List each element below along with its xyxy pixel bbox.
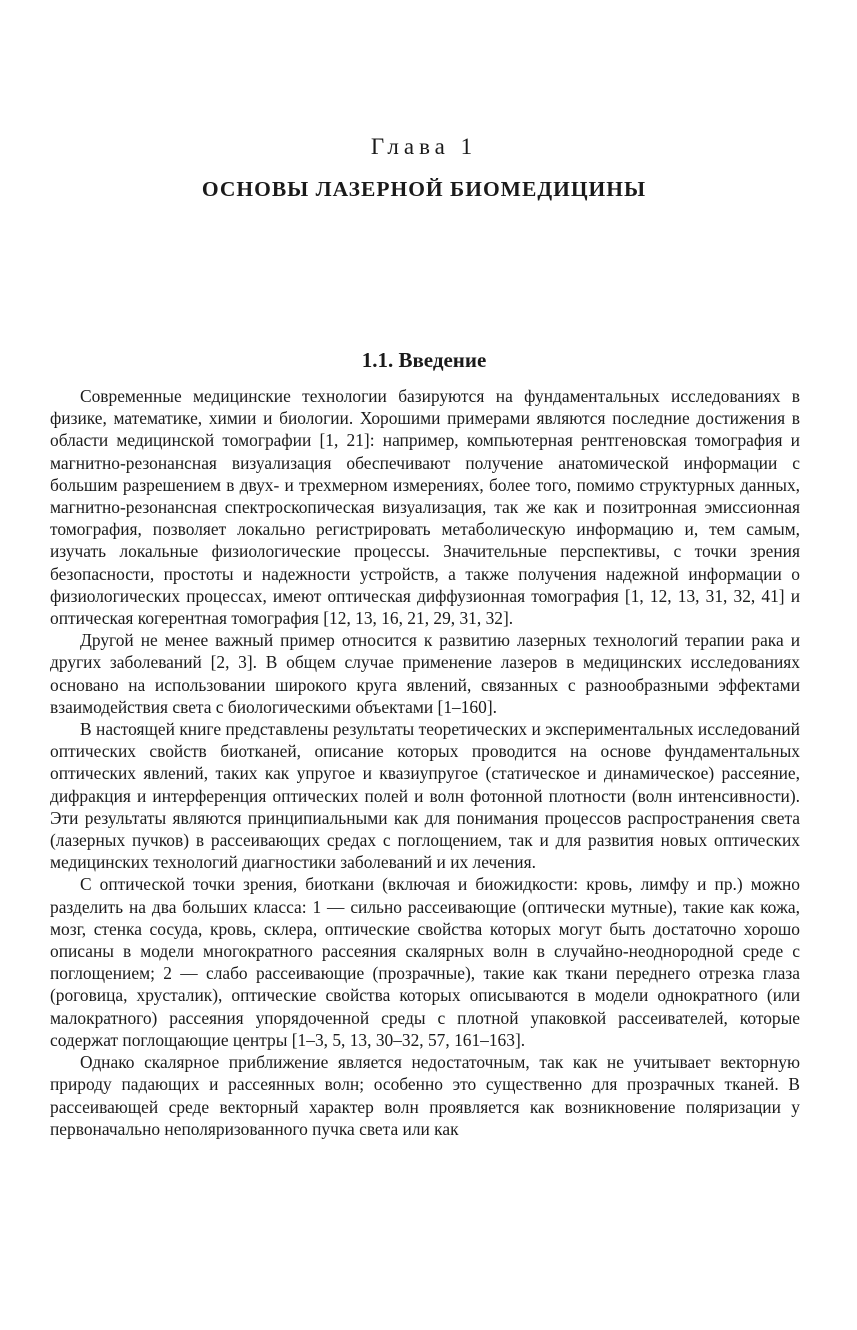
- section-title: 1.1. Введение: [361, 348, 487, 372]
- chapter-title: ОСНОВЫ ЛАЗЕРНОЙ БИОМЕДИЦИНЫ: [201, 177, 647, 201]
- body-text: [50, 385, 800, 1140]
- paragraph: Современные медицинские технологии базируются на фундаментальных исследованиях в физике, математике, химии и биологии. Хорошими примерами являются последние достижения в области медицинской томографии [1, 21]: например, компьютерная рентгеновская томография и магнитно-резонансная визуализация обеспечивают получение анатомической информации с большим разрешением в двух- и трехмерном измерениях, более того, помимо структурных данных, магнитно-резонансная спектроскопическая визуализация, так же как и позитронная эмиссионная томография, позволяет локально регистрировать метаболическую информацию и, тем самым, изучать локальные физиологические процессы. Значительные перспективы, с точки зрения безопасности, простоты и надежности устройств, а также получения надежной информации о физиологических процессах, имеют оптическая диффузионная томография [1, 12, 13, 31, 32, 41] и оптическая когерентная томография [12, 13, 16, 21, 29, 31, 32].: [50, 386, 800, 629]
- chapter-label: Глава 1: [370, 134, 478, 159]
- paragraph: С оптической точки зрения, биоткани (включая и биожидкости: кровь, лимфу и пр.) можно разделить на два больших класса: 1 — сильно рассеивающие (оптически мутные), такие как кожа, мозг, стенка сосуда, кровь, склера, оптические свойства которых могут быть достаточно хорошо описаны в модели многократного рассеяния скалярных волн в случайно-неоднородной среде с поглощением; 2 — слабо рассеивающие (прозрачные), такие как ткани переднего отрезка глаза (роговица, хрусталик), оптические свойства которых описываются в модели однократного (или малократного) рассеяния упорядоченной среды с плотной упаковкой рассеивателей, которые содержат поглощающие центры [1–3, 5, 13, 30–32, 57, 161–163].: [50, 874, 800, 1050]
- paragraph: Другой не менее важный пример относится к развитию лазерных технологий терапии рака и других заболеваний [2, 3]. В общем случае применение лазеров в медицинских исследованиях основано на использовании широкого круга явлений, связанных с разнообразными эффектами взаимодействия света с биологическими объектами [1–160].: [50, 630, 800, 717]
- paragraph: В настоящей книге представлены результаты теоретических и экспериментальных исследований оптических свойств биотканей, описание которых проводится на основе фундаментальных оптических явлений, таких как упругое и квазиупругое (статическое и динамическое) рассеяние, дифракция и интерференция оптических полей и волн фотонной плотности (волн интенсивности). Эти результаты являются принципиальными как для понимания процессов распространения света (лазерных пучков) в рассеивающих средах с поглощением, так и для развития новых оптических медицинских технологий диагностики заболеваний и их лечения.: [50, 719, 800, 873]
- paragraph: Однако скалярное приближение является недостаточным, так как не учитывает векторную природу падающих и рассеянных волн; особенно это существенно для прозрачных тканей. В рассеивающей среде векторный характер волн проявляется как возникновение поляризации у первоначально неполяризованного пучка света или как: [50, 1052, 800, 1139]
